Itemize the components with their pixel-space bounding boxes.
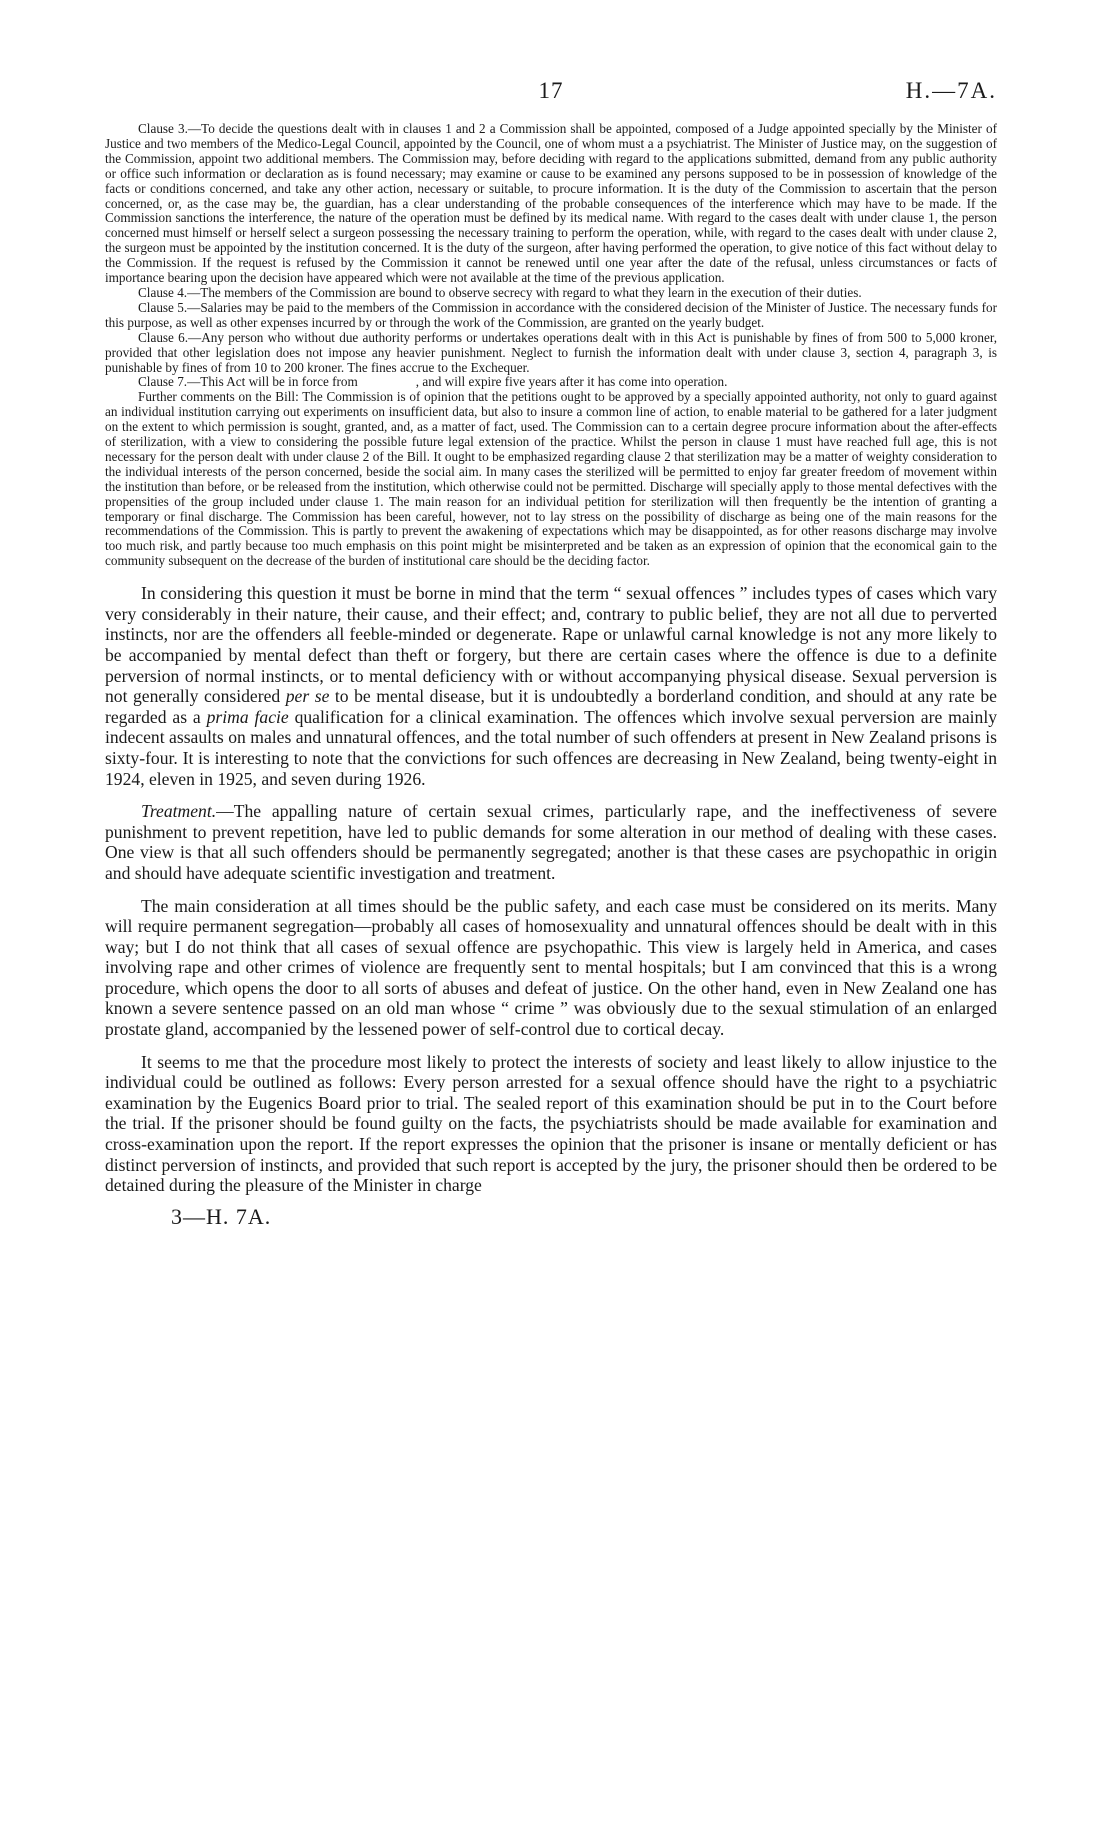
procedure-paragraph: It seems to me that the procedure most likely to protect the interests of society and least likely to allow injustice to the individual could be outlined as follows: Every person arrested for a sexual offence should have the right to a psychiatric examination by the Eugenics Board prior to trial. The sealed report of this examination should be put in to the Court before the trial. If the prisoner should be found guilty on the facts, the psychiatrists should be made available for examination and cross-examination upon the report. If the report expresses the opinion that the prisoner is insane or mentally deficient or has distinct perversion of instincts, and provided that such report is accepted by the jury, the prisoner should then be ordered to be detained during the pleasure of the Minister in charge <box>105 1051 997 1196</box>
further-comments-paragraph: Further comments on the Bill: The Commission is of opinion that the petitions ought to be approved by a specially appointed authority, not only to guard against an individual institution carrying out experiments on insufficient data, but also to insure a common line of action, to enable material to be gathered for a later judgment on the extent to which permission is sought, granted, and, as a matter of fact, used. The Commission can to a certain degree procure information about the after-effects of sterilization, with a view to considering the possible future legal extension of the practice. Whilst the person in clause 1 must have reached full age, this is not necessary for the person dealt with under clause 2 of the Bill. It ought to be emphasized regarding clause 2 that sterilization may be a matter of weighty consideration to the individual interests of the person concerned, beside the social aim. In many cases the sterilized will be permitted to enjoy far greater freedom of movement within the institution than before, or be released from the institution, which otherwise could not be permitted. Discharge will specially apply to those mental defectives with the propensities of the group included under clause 1. The main reason for an individual petition for sterilization will then frequently be the intention of granting a temporary or final discharge. The Commission has been careful, however, not to lay stress on the possibility of discharge as being one of the main reasons for the recommendations of the Commission. This is partly to prevent the awakening of expectations which may be disappointed, as for other reasons discharge may involve too much risk, and partly because too much emphasis on this point might be misinterpreted and be taken as an expression of opinion that the economical gain to the community subsequent on the decrease of the burden of institutional care should be the deciding factor. <box>105 389 997 569</box>
paragraph-text: In considering this question it must be borne in mind that the term “ sexual offences ” includes types of cases which vary very considerably in their nature, their cause, and their effect; and, contrary to public belief, they are not all due to perverted instincts, nor are the offenders all feeble-minded or degenerate. Rape or unlawful carnal knowledge is not any more likely to be accompanied by mental defect than theft or forgery, but there are certain cases where the offence is due to a definite perversion of normal instincts, or to mental deficiency with or without accompanying physical disease. Sexual perversion is not generally considered <box>105 583 997 707</box>
clause-5-paragraph: Clause 5.—Salaries may be paid to the members of the Commission in accordance with the considered decision of the Minister of Justice. The necessary funds for this purpose, as well as other expenses incurred by or through the work of the Commission, are granted on the yearly budget. <box>105 299 997 330</box>
paragraph-text: —The appalling nature of certain sexual crimes, particularly rape, and the ineffectiveness of severe punishment to prevent repetition, have led to public demands for some alteration in our method of dealing with these cases. One view is that all such offenders should be permanently segregated; another is that these cases are psychopathic in origin and should have adequate scientific investigation and treatment. <box>105 801 997 883</box>
clause-7-text-start: Clause 7.—This Act will be in force from <box>138 374 358 390</box>
italic-term-prima-facie: prima facie <box>206 706 289 727</box>
clause-7-paragraph <box>105 375 997 390</box>
page-header <box>105 78 997 118</box>
clause-7-text-end: , and will expire five years after it has come into operation. <box>415 374 728 390</box>
document-reference: H.—7A. <box>905 78 997 103</box>
treatment-paragraph <box>105 801 997 883</box>
bill-clauses-section <box>105 122 997 569</box>
public-safety-paragraph: The main consideration at all times should be the public safety, and each case must be considered on its merits. Many will require permanent segregation—probably all cases of homosexuality and unnatural offences should be dealt with in this way; but I do not think that all cases of sexual offence are psychopathic. This view is largely held in America, and cases involving rape and other crimes of violence are frequently sent to mental hospitals; but I am convinced that this is a wrong procedure, which opens the door to all sorts of abuses and defeat of justice. On the other hand, even in New Zealand one has known a severe sentence passed on an old man whose “ crime ” was obviously due to the sexual stimulation of an enlarged prostate gland, accompanied by the lessened power of self-control due to cortical decay. <box>105 895 997 1040</box>
treatment-heading: Treatment. <box>141 801 217 822</box>
main-text-section <box>105 583 997 1196</box>
signature-mark: 3—H. 7A. <box>171 1203 272 1229</box>
clause-4-paragraph: Clause 4.—The members of the Commission are bound to observe secrecy with regard to what they learn in the execution of their duties. <box>138 284 862 300</box>
page-number: 17 <box>538 78 564 103</box>
paragraph-text: to be mental disease, but it is undoubtedly a borderland condition, and should at any rate be regarded as a <box>105 686 997 727</box>
clause-3-paragraph: Clause 3.—To decide the questions dealt with in clauses 1 and 2 a Commission shall be appointed, composed of a Judge appointed specially by the Minister of Justice and two members of the Medico-Legal Council, appointed by the Council, one of whom must a a psychiatrist. The Minister of Justice may, on the suggestion of the Commission, appoint two additional members. The Commission may, before deciding with regard to the applications submitted, demand from any public authority or office such information or declaration as is found necessary; may examine or cause to be examined any persons supposed to be in possession of knowledge of the facts or conditions concerned, and take any other action, necessary or suitable, to procure information. It is the duty of the Commission to ascertain that the person concerned, or, as the case may be, the guardian, has a clear understanding of the probable consequences of the interference which may have to be made. If the Commission sanctions the interference, the nature of the operation must be defined by its medical name. With regard to the cases dealt with under clause 1, the person concerned must himself or herself select a surgeon possessing the necessary training to perform the operation, while, with regard to the cases dealt with under clause 2, the surgeon must be appointed by the institution concerned. It is the duty of the surgeon, after having performed the operation, to give notice of this fact without delay to the Commission. If the request is refused by the Commission it cannot be renewed until one year after the date of the refusal, unless circumstances or facts of importance bearing upon the decision have appeared which were not available at the time of the previous application. <box>105 121 997 286</box>
clause-6-paragraph: Clause 6.—Any person who without due authority performs or undertakes operations dealt with in this Act is punishable by fines of from 500 to 5,000 kroner, provided that other legislation does not impose any heavier punishment. Neglect to furnish the information dealt with under clause 3, section 4, paragraph 3, is punishable by fines of from 10 to 200 kroner. The fines accrue to the Exchequer. <box>105 329 997 375</box>
italic-term-per-se: per se <box>285 686 330 707</box>
paragraph-text: qualification for a clinical examination. The offences which involve sexual perversion are mainly indecent assaults on males and unnatural offences, and the total number of such offenders at present in New Zealand prisons is sixty-four. It is interesting to note that the convictions for such offences are decreasing in New Zealand, being twenty-eight in 1924, eleven in 1925, and seven during 1926. <box>105 706 998 789</box>
document-page <box>105 78 997 1230</box>
sexual-offences-paragraph <box>105 583 997 789</box>
